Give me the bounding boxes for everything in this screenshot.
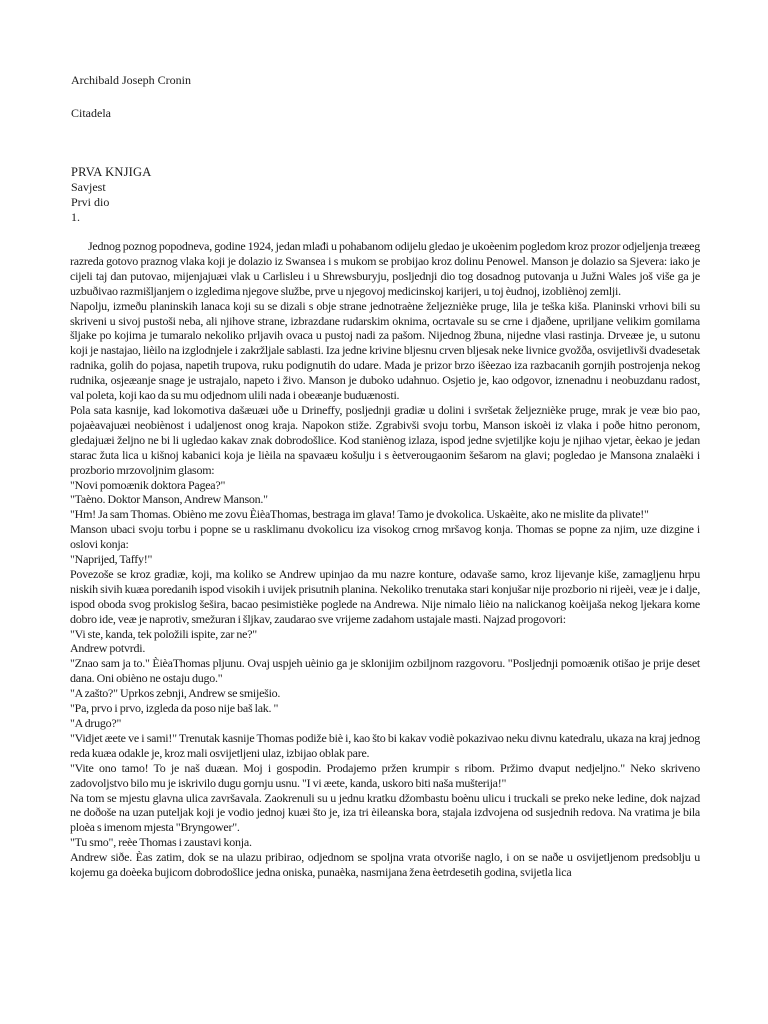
paragraph: Napolju, izmeðu planinskih lanaca koji su se dizali s obje strane jednotraène željeznièke pruge, lila je teška kiša. Planinski vrhovi bili su skriveni u sivoj pustoši neba, ali njihove strane, izbrazdane rudarskim oknima, ocrtavale su se crne i djaðene, upriljane velikim gomilama šljake po kojima je tumaralo nekoliko prljavih ovaca u pustoj nadi za pašom. Nijednog žbuna, nijedne vlasi rastinja. Drveæe je, u sutonu koji je nastajao, lièilo na izglodnjele i zakržljale sablasti. Iza jedne krivine bljesnu crven bljesak neke livnice gvožða, osvijetlivši dvadesetak radnika, golih do pojasa, napetih trupova, ruku podignutih do udare. Mada je prizor brzo išèezao iza razbacanih gornjih postrojenja nekog rudnika, osjeæanje snage je ustrajalo, napeto i živo. Manson je duboko udahnuo. Osjetio je, kao odgovor, iznenadnu i neobuzdanu radost, val poleta, koji kao da su mu odjednom ulili nada i obeæanje buduænosti. (70, 298, 700, 403)
part-label: Prvi dio (71, 195, 110, 209)
dialogue-line: "A zašto?" Uprkos zebnji, Andrew se smiješio. (70, 686, 281, 701)
paragraph: Pola sata kasnije, kad lokomotiva dašæuæi uðe u Drineffy, posljednji gradiæ u dolini i svršetak željeznièke pruge, mrak je veæ bio pao, pojaèavajuæi neobiènost i udaljenost onog kraja. Napokon stiže. Zgrabivši svoju torbu, Manson iskoèi iz vlaka i poðe hitno peronom, gledajuæi željno ne bi li ugledao kakav znak dobrodošlice. Kod staniènog izlaza, ispod jedne svjetiljke koju je njihao vjetar, èekao je jedan starac žuta lica u kišnoj kabanici koja je lièila na spavaæu košulju i s èetverougaonim šešarom na glavi; pogledao je Mansona znalaèki i prozborio mrzovoljnim glasom: (70, 402, 700, 477)
dialogue-line: "A drugo?" (70, 716, 122, 730)
dialogue-line: "Novi pomoænik doktora Pagea?" (70, 477, 226, 492)
author-name: Archibald Joseph Cronin (71, 73, 191, 87)
body-text (70, 239, 700, 880)
paragraph: Manson ubaci svoju torbu i popne se u rasklimanu dvokolicu iza visokog crnog mršavog konja. Thomas se popne za njim, uze dizgine i oslovi konja: (70, 522, 700, 552)
paragraph: Jednog poznog popodneva, godine 1924, jedan mlađi u pohabanom odijelu gledao je ukoèenim pogledom kroz prozor odjeljenja treæeg razreda gotovo praznog vlaka koji je dolazio iz Swansea i s mukom se probijao kroz dolinu Penowel. Manson je dolazio sa Sjevera: iako je cijeli taj dan putovao, mijenjajuæi vlak u Carlisleu i u Shrewsburyju, posljednji dio tog dosadnog putovanja u Južni Wales još više ga je uzbuðivao razmišljanjem o izgledima njegove službe, prve u njegovoj medicinskoj karijeri, u toj èudnoj, izobliènoj zemlji. (70, 239, 700, 298)
dialogue-line: "Znao sam ja to." ÈièaThomas pljunu. Ovaj uspjeh uèinio ga je sklonijim ozbiljnom razgovoru. "Posljednji pomoænik otišao je prije deset dana. Oni obièno ne ostaju dugo." (70, 656, 700, 686)
chapter-number: 1. (71, 210, 80, 224)
dialogue-line: "Vi ste, kanda, tek položili ispite, zar ne?" (70, 626, 257, 641)
dialogue-line: "Naprijed, Taffy!" (70, 552, 153, 567)
book-heading: PRVA KNJIGA (71, 165, 152, 179)
dialogue-line: "Pa, prvo i prvo, izgleda da poso nije baš lak. " (70, 701, 279, 716)
paragraph: Andrew potvrdi. (70, 641, 146, 656)
dialogue-line: "Vite ono tamo! To je naš duæan. Moj i gospodin. Prodajemo pržen krumpir s ribom. Pržimo dvaput nedjeljno." Neko skriveno zadovoljstvo bilo mu je iskrivilo dugu gornju usnu. "I vi æete, kanda, uskoro biti naša mušterija!" (70, 760, 700, 790)
dialogue-line: "Vidjet æete ve i sami!" Trenutak kasnije Thomas podiže biè i, kao što bi kakav vodiè pokazivao neku divnu katedralu, ukaza na kraj jednog reda kuæa odakle je, kroz mali osvijetljeni ulaz, izbijao oblak pare. (70, 730, 700, 760)
dialogue-line: "Hm! Ja sam Thomas. Obièno me zovu ÈièaThomas, bestraga im glava! Tamo je dvokolica. Uskaèite, ako ne mislite da plivate!" (70, 507, 649, 522)
paragraph: Povezoše se kroz gradiæ, koji, ma koliko se Andrew upinjao da mu nazre konture, odavaše samo, kroz lijevanje kiše, zamagljenu hrpu niskih sivih kuæa poredanih ispod visokih i uvijek prisutnih planina. Nekoliko trenutaka stari konjušar nije prozborio ni rijeèi, veæ je i dalje, ispod oboda svog prokislog šešira, bacao pesimistièke poglede na Andrewa. Nije nimalo lièio na nalickanog koèijaša nekog ljekara kome dobro ide, veæ je naprotiv, smežuran i šljkav, zaudarao sve vrijeme zadahom ustajale masti. Najzad progovori: (70, 566, 700, 626)
book-title: Citadela (71, 106, 111, 120)
paragraph: Na tom se mjestu glavna ulica završavala. Zaokrenuli su u jednu kratku džombastu boènu ulicu i truckali se preko neke ledine, dok najzad ne doðoše na uzan puteljak koji je vodio jednoj kuæi što je, iza tri èileanska bora, stajala izdvojena od susjednih redova. Na vratima je bila ploèa s imenom mjesta "Bryngower". (70, 790, 700, 835)
dialogue-line: "Tu smo", reèe Thomas i zaustavi konja. (70, 835, 252, 850)
dialogue-line: "Taèno. Doktor Manson, Andrew Manson." (70, 492, 268, 507)
paragraph: Andrew siðe. Èas zatim, dok se na ulazu pribirao, odjednom se spoljna vrata otvoriše naglo, i on se naðe u osvijetljenom predsoblju u kojemu ga doèeka bujicom dobrodošlice jedna oniska, punaèka, nasmijana žena èetrdesetih godina, svijetla lica (70, 850, 700, 880)
book-subtitle: Savjest (71, 180, 106, 194)
